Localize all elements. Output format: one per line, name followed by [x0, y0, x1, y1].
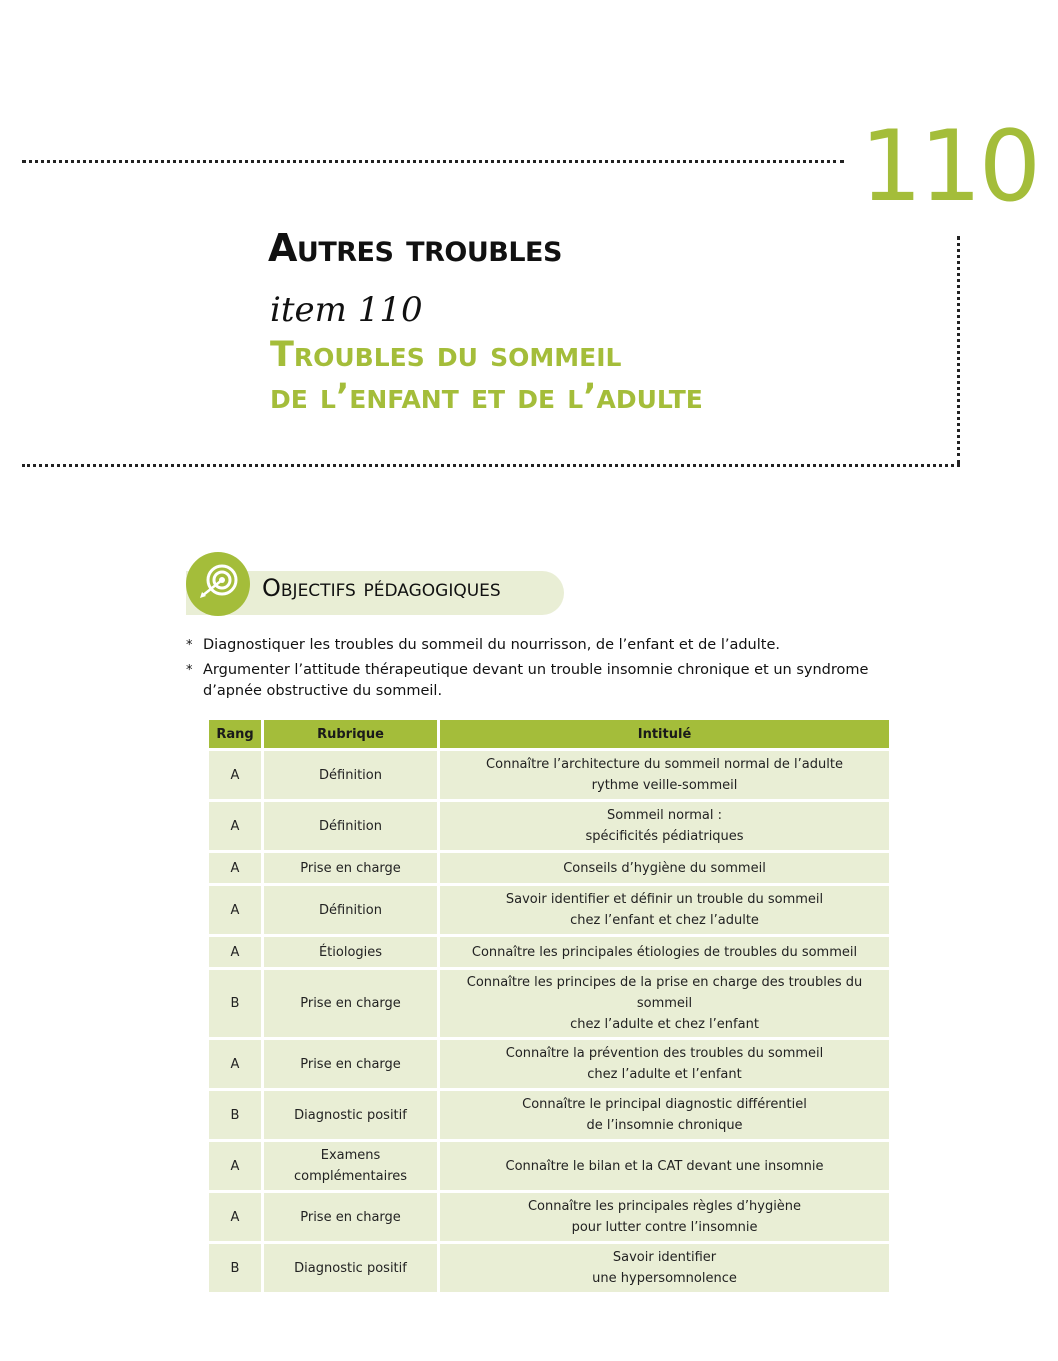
cell-intitule-line: spécificités pédiatriques [585, 829, 744, 844]
cell-intitule-line: de l’insomnie chronique [586, 1118, 743, 1133]
cell-rang: A [209, 1040, 261, 1088]
objectives-title: Objectifs pédagogiques [262, 574, 501, 602]
cell-rang: A [209, 802, 261, 850]
cell-intitule-line: Connaître les principales étiologies de troubles du sommeil [471, 944, 858, 960]
cell-intitule [440, 937, 889, 967]
table-row [209, 886, 889, 934]
cell-intitule [440, 886, 889, 934]
table-row [209, 751, 889, 799]
header-intitule: Intitulé [440, 720, 889, 748]
dotted-rule-top [22, 160, 844, 163]
table-row [209, 937, 889, 967]
cell-rang: A [209, 853, 261, 883]
cell-intitule [440, 1040, 889, 1088]
cell-intitule [440, 1091, 889, 1139]
table-row [209, 853, 889, 883]
cell-rubrique: Prise en charge [264, 1193, 437, 1241]
item-title-line2: de l’enfant et de l’adulte [270, 377, 703, 417]
target-icon [196, 562, 240, 606]
asterisk-icon: * [186, 638, 193, 653]
cell-rang: B [209, 1091, 261, 1139]
objective-text: Argumenter l’attitude thérapeutique devant un trouble insomnie chronique et un syndrome d’apnée obstructive du sommeil. [203, 662, 869, 699]
objective-item [186, 660, 916, 702]
cell-rang: A [209, 1193, 261, 1241]
cell-intitule [440, 751, 889, 799]
cell-intitule-line: chez l’adulte et l’enfant [587, 1067, 742, 1082]
header-rubrique: Rubrique [264, 720, 437, 748]
dotted-rule-bottom [22, 464, 960, 467]
cell-intitule-line: Connaître le principal diagnostic différentiel [522, 1097, 807, 1112]
section-title: Autres troubles [268, 226, 562, 270]
cell-rubrique: Définition [264, 886, 437, 934]
cell-intitule [440, 1193, 889, 1241]
item-title-line1: Troubles du sommeil [270, 335, 622, 375]
cell-rubrique: Prise en charge [264, 970, 437, 1037]
cell-intitule-line: Connaître la prévention des troubles du sommeil [505, 1046, 824, 1061]
cell-intitule-line: une hypersomnolence [592, 1271, 737, 1286]
cell-rubrique: Diagnostic positif [264, 1091, 437, 1139]
cell-rang: B [209, 1244, 261, 1292]
cell-intitule [440, 1142, 889, 1190]
table-row [209, 1091, 889, 1139]
table-row [209, 1040, 889, 1088]
cell-rubrique: Prise en charge [264, 1040, 437, 1088]
header-rang: Rang [209, 720, 261, 748]
item-label: item 110 [270, 290, 423, 330]
item-title [270, 334, 703, 418]
table-row [209, 970, 889, 1037]
cell-rang: A [209, 1142, 261, 1190]
table-header-row [209, 720, 889, 748]
table-row [209, 802, 889, 850]
cell-rubrique: Diagnostic positif [264, 1244, 437, 1292]
table-row [209, 1142, 889, 1190]
cell-rubrique: Examens complémentaires [264, 1142, 437, 1190]
objective-text: Diagnostiquer les troubles du sommeil du nourrisson, de l’enfant et de l’adulte. [203, 637, 780, 653]
objectives-list [186, 635, 916, 706]
objectives-badge [186, 552, 250, 616]
cell-intitule-line: chez l’enfant et chez l’adulte [570, 913, 759, 928]
cell-intitule-line: rythme veille-sommeil [591, 778, 738, 793]
cell-intitule-line: Connaître le bilan et la CAT devant une insomnie [505, 1158, 824, 1174]
cell-intitule [440, 802, 889, 850]
cell-intitule-line: Connaître les principales règles d’hygiène [527, 1199, 802, 1214]
cell-rang: B [209, 970, 261, 1037]
dotted-rule-right [957, 236, 960, 464]
cell-intitule-line: Savoir identifier [612, 1250, 717, 1265]
objectives-table [206, 717, 892, 1295]
cell-rang: A [209, 751, 261, 799]
cell-rubrique: Définition [264, 751, 437, 799]
cell-intitule [440, 970, 889, 1037]
cell-rubrique: Étiologies [264, 937, 437, 967]
table-row [209, 1244, 889, 1292]
asterisk-icon: * [186, 663, 193, 678]
cell-rang: A [209, 886, 261, 934]
cell-rang: A [209, 937, 261, 967]
cell-rubrique: Définition [264, 802, 437, 850]
cell-intitule-line: Connaître les principes de la prise en charge des troubles du sommeil [466, 975, 863, 1011]
objective-item [186, 635, 916, 656]
cell-intitule-line: chez l’adulte et chez l’enfant [570, 1017, 759, 1032]
cell-intitule [440, 853, 889, 883]
table-row [209, 1193, 889, 1241]
table-body [209, 751, 889, 1292]
cell-intitule-line: pour lutter contre l’insomnie [571, 1220, 758, 1235]
cell-intitule-line: Conseils d’hygiène du sommeil [563, 860, 766, 876]
cell-rubrique: Prise en charge [264, 853, 437, 883]
cell-intitule [440, 1244, 889, 1292]
cell-intitule-line: Sommeil normal : [607, 808, 722, 823]
cell-intitule-line: Savoir identifier et définir un trouble du sommeil [505, 892, 824, 907]
cell-intitule-line: Connaître l’architecture du sommeil normal de l’adulte [486, 757, 843, 772]
chapter-number: 110 [860, 110, 1039, 224]
